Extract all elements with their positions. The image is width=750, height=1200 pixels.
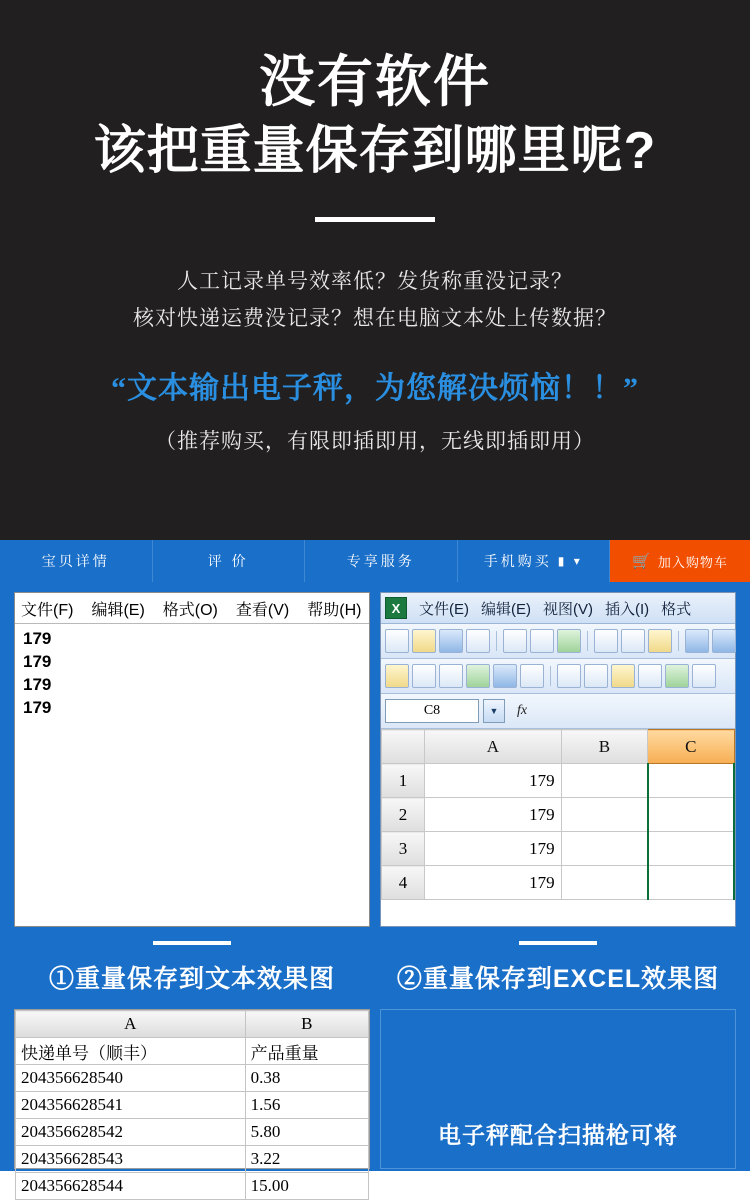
tracking-column-header-a[interactable]: A xyxy=(16,1011,246,1038)
tracking-header-order[interactable]: 快递单号（顺丰） xyxy=(16,1038,246,1065)
captions-row xyxy=(14,935,736,995)
table-row xyxy=(16,1146,369,1173)
cell-a3[interactable]: 179 xyxy=(425,832,562,866)
tab-reviews-label: 评 价 xyxy=(207,553,249,569)
notepad-menu-help[interactable]: 帮助(H) xyxy=(307,601,362,619)
tab-product-details-label: 宝贝详情 xyxy=(41,553,110,569)
bottom-row xyxy=(14,1009,736,1195)
open-recent-icon[interactable] xyxy=(385,664,409,688)
cart-icon: 🛒 xyxy=(632,553,652,570)
excel-sheet-table xyxy=(381,729,735,900)
tracking-weight-cell[interactable]: 0.38 xyxy=(245,1065,368,1092)
table-row xyxy=(16,1173,369,1200)
excel-formula-bar xyxy=(381,694,735,729)
table-row xyxy=(382,866,735,900)
cell-c4[interactable] xyxy=(648,866,734,900)
tab-product-details[interactable] xyxy=(0,540,153,582)
tracking-header-weight[interactable]: 产品重量 xyxy=(245,1038,368,1065)
caption-underline xyxy=(519,941,597,945)
tracking-order-cell[interactable]: 204356628542 xyxy=(16,1119,246,1146)
tracking-weight-cell[interactable]: 1.56 xyxy=(245,1092,368,1119)
cell-b4[interactable] xyxy=(561,866,647,900)
blue-content-area xyxy=(0,582,750,1195)
toolbar-separator xyxy=(496,631,497,651)
row-header[interactable]: 4 xyxy=(382,866,425,900)
tab-mobile-purchase[interactable] xyxy=(458,540,611,582)
tab-mobile-purchase-label: 手机购买 xyxy=(483,553,552,569)
cell-c1[interactable] xyxy=(648,764,734,798)
fx-icon[interactable]: fx xyxy=(516,703,528,718)
tab-services[interactable] xyxy=(305,540,458,582)
notepad-menu-file[interactable]: 文件(F) xyxy=(21,601,74,619)
duplicate-icon[interactable] xyxy=(439,664,463,688)
hero-note: （推荐购买，有限即插即用，无线即插即用） xyxy=(155,430,595,454)
format-painter-icon[interactable] xyxy=(648,629,672,653)
table-row xyxy=(16,1038,369,1065)
tracking-column-headers xyxy=(16,1011,369,1038)
caption-right xyxy=(380,935,736,995)
excel-column-headers xyxy=(382,730,735,764)
chart-icon[interactable] xyxy=(493,664,517,688)
print-preview-icon[interactable] xyxy=(530,629,554,653)
notepad-menubar xyxy=(15,593,369,624)
function-icon[interactable] xyxy=(638,664,662,688)
notepad-window xyxy=(14,592,370,927)
cell-a2[interactable]: 179 xyxy=(425,798,562,832)
toolbar-separator xyxy=(678,631,679,651)
cell-c2[interactable] xyxy=(648,798,734,832)
excel-menu-edit[interactable]: 编辑(E) xyxy=(481,600,531,618)
excel-toolbar-primary xyxy=(381,624,735,659)
screenshots-row xyxy=(14,592,736,927)
paste-icon[interactable] xyxy=(621,629,645,653)
notepad-line: 179 xyxy=(23,629,52,648)
scanner-info-text: 电子秤配合扫描枪可将 xyxy=(438,1122,678,1148)
tab-services-label: 专享服务 xyxy=(346,553,415,569)
product-tabbar xyxy=(0,540,750,582)
row-header[interactable]: 3 xyxy=(382,832,425,866)
excel-grid[interactable] xyxy=(381,729,735,926)
cell-c3[interactable] xyxy=(648,832,734,866)
tracking-sheet-table xyxy=(15,1010,369,1200)
scanner-info-panel xyxy=(380,1009,736,1169)
excel-menu-view[interactable]: 视图(V) xyxy=(543,600,593,618)
notepad-line: 179 xyxy=(23,697,52,717)
cell-b3[interactable] xyxy=(561,832,647,866)
redo-icon[interactable] xyxy=(712,629,736,653)
excel-menu-format[interactable]: 格式 xyxy=(661,600,692,618)
spellcheck-icon[interactable] xyxy=(557,629,581,653)
notepad-text-area[interactable] xyxy=(15,624,369,926)
excel-menu-file[interactable]: 文件(E) xyxy=(419,600,469,618)
tracking-weight-cell[interactable]: 5.80 xyxy=(245,1119,368,1146)
caption-left-text: ①重量保存到文本效果图 xyxy=(48,965,335,993)
print-icon[interactable] xyxy=(503,629,527,653)
excel-menubar xyxy=(381,593,735,624)
notepad-menu-format[interactable]: 格式(O) xyxy=(162,601,218,619)
new-file-icon[interactable] xyxy=(385,629,409,653)
mobile-icon: ▮ ▾ xyxy=(557,554,583,568)
filter-icon[interactable] xyxy=(557,664,581,688)
caption-underline xyxy=(153,941,231,945)
table-row xyxy=(16,1119,369,1146)
undo-icon[interactable] xyxy=(685,629,709,653)
hero-subtitle-line2: 核对快递运费没记录？想在电脑文本处上传数据？ xyxy=(133,306,617,330)
cell-b2[interactable] xyxy=(561,798,647,832)
mail-icon[interactable] xyxy=(466,629,490,653)
tracking-column-header-b[interactable]: B xyxy=(245,1011,368,1038)
tracking-weight-cell[interactable]: 15.00 xyxy=(245,1173,368,1200)
cut-icon[interactable] xyxy=(412,664,436,688)
autosum-icon[interactable] xyxy=(611,664,635,688)
column-header-c[interactable]: C xyxy=(648,730,734,764)
notepad-menu-view[interactable]: 查看(V) xyxy=(235,601,290,619)
row-header[interactable]: 1 xyxy=(382,764,425,798)
quote-open-mark: “ xyxy=(111,372,127,406)
excel-name-box[interactable]: C8 xyxy=(385,699,479,723)
sort-asc-icon[interactable] xyxy=(520,664,544,688)
add-to-cart-label: 加入购物车 xyxy=(657,554,728,570)
tracking-order-cell[interactable]: 204356628541 xyxy=(16,1092,246,1119)
caption-left xyxy=(14,935,370,995)
notepad-line: 179 xyxy=(23,651,52,671)
tracking-sheet-window[interactable] xyxy=(14,1009,370,1195)
hero-title-line1: 没有软件 xyxy=(259,50,491,113)
hero-quote-text: 文本输出电子秤，为您解决烦恼！！ xyxy=(127,372,623,406)
table-row xyxy=(382,798,735,832)
notepad-menu-edit[interactable]: 编辑(E) xyxy=(91,601,145,619)
cell-b1[interactable] xyxy=(561,764,647,798)
quote-close-mark: ” xyxy=(623,372,639,406)
excel-window xyxy=(380,592,736,927)
toolbar-separator xyxy=(550,666,551,686)
excel-icon: X xyxy=(385,597,407,619)
add-to-cart-button[interactable] xyxy=(610,540,750,582)
open-folder-icon[interactable] xyxy=(412,629,436,653)
borders-icon[interactable] xyxy=(665,664,689,688)
chevron-down-icon[interactable]: ▼ xyxy=(483,699,505,723)
row-header[interactable]: 2 xyxy=(382,798,425,832)
table-row xyxy=(16,1065,369,1092)
copy-icon[interactable] xyxy=(594,629,618,653)
save-icon[interactable] xyxy=(439,629,463,653)
tab-reviews[interactable] xyxy=(153,540,306,582)
corner-select-all[interactable] xyxy=(382,730,425,764)
table-row xyxy=(382,832,735,866)
hero-divider xyxy=(315,217,435,222)
column-header-b[interactable]: B xyxy=(561,730,647,764)
hero-subtitle-line1: 人工记录单号效率低？发货称重没记录？ xyxy=(177,269,573,293)
zoom-icon[interactable] xyxy=(584,664,608,688)
table-row xyxy=(16,1092,369,1119)
excel-toolbar-secondary xyxy=(381,659,735,694)
tracking-order-cell[interactable]: 204356628544 xyxy=(16,1173,246,1200)
toolbar-separator xyxy=(587,631,588,651)
tracking-order-cell[interactable]: 204356628543 xyxy=(16,1146,246,1173)
notepad-line: 179 xyxy=(23,674,52,694)
hero-title-line2: 该把重量保存到哪里呢? xyxy=(93,122,657,181)
insert-sheet-icon[interactable] xyxy=(466,664,490,688)
column-header-a[interactable]: A xyxy=(425,730,562,764)
tracking-weight-cell[interactable]: 3.22 xyxy=(245,1146,368,1173)
cell-a1[interactable]: 179 xyxy=(425,764,562,798)
hero-quote xyxy=(20,363,730,407)
caption-right-text: ②重量保存到EXCEL效果图 xyxy=(396,965,720,993)
excel-menu-insert[interactable]: 插入(I) xyxy=(605,600,650,618)
tracking-order-cell[interactable]: 204356628540 xyxy=(16,1065,246,1092)
fill-color-icon[interactable] xyxy=(692,664,716,688)
table-row xyxy=(382,764,735,798)
cell-a4[interactable]: 179 xyxy=(425,866,562,900)
hero-banner xyxy=(0,0,750,540)
